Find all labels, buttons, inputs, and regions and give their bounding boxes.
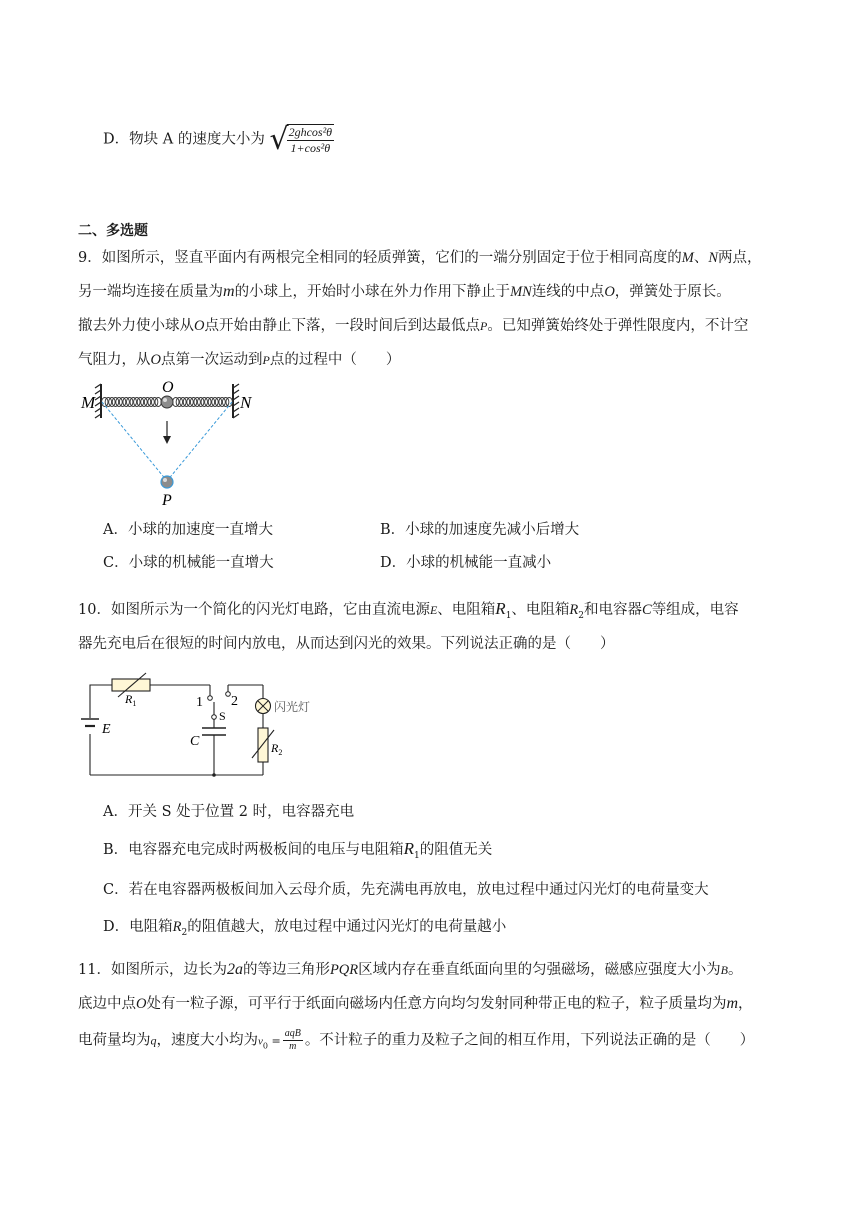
q9-line3 bbox=[78, 314, 748, 335]
option-text: 电阻箱 bbox=[129, 919, 173, 935]
var-O: O bbox=[604, 284, 615, 300]
text: ，速度大小均为 bbox=[156, 1032, 258, 1049]
var-P: P bbox=[262, 353, 270, 367]
dashed-line-right bbox=[167, 402, 232, 481]
option-text: 小球的加速度先减小后增大 bbox=[405, 522, 580, 538]
text: 点的过程中（ ） bbox=[269, 352, 401, 368]
fraction-denominator: m bbox=[289, 1041, 297, 1052]
ball-P bbox=[161, 476, 173, 488]
label-N: N bbox=[240, 393, 252, 412]
text: 电荷量均为 bbox=[78, 1032, 151, 1049]
option-text: 的阻值越大，放电过程中通过闪光灯的电荷量越小 bbox=[187, 919, 507, 935]
text: 。不计粒子的重力及粒子之间的相互作用，下列说法正确的是（ ） bbox=[304, 1032, 755, 1049]
option-text: 电容器充电完成时两极板间的电压与电阻箱 bbox=[128, 842, 404, 858]
q9-line1 bbox=[78, 246, 762, 267]
ball-O bbox=[161, 396, 173, 408]
q10-option-c bbox=[103, 878, 709, 899]
resistor-R2 bbox=[258, 728, 268, 762]
text: 的等边三角形 bbox=[242, 962, 330, 978]
right-wall bbox=[233, 384, 239, 418]
option-text: 小球的机械能一直减小 bbox=[406, 555, 552, 571]
option-letter: B． bbox=[380, 522, 406, 538]
text: 点第一次运动到 bbox=[160, 352, 263, 368]
subscript: 2 bbox=[181, 927, 188, 938]
q10-circuit-figure bbox=[78, 668, 328, 783]
fraction bbox=[283, 1028, 303, 1053]
text: 、电阻箱 bbox=[511, 602, 570, 618]
text: 连线的中点 bbox=[531, 284, 605, 300]
option-text: 物块 A 的速度大小为 bbox=[129, 131, 265, 148]
var-M: M bbox=[681, 250, 694, 266]
label-R2: $R_2$ bbox=[271, 741, 283, 757]
var-R2: R bbox=[172, 919, 182, 935]
label-S: S bbox=[219, 709, 226, 723]
left-wall bbox=[95, 384, 101, 418]
option-text: 小球的机械能一直增大 bbox=[128, 555, 274, 571]
lamp bbox=[256, 699, 271, 714]
label-2: 2 bbox=[231, 694, 238, 709]
option-letter: C． bbox=[103, 555, 129, 571]
option-text: 的阻值无关 bbox=[419, 842, 493, 858]
text: 等组成，电容 bbox=[651, 602, 739, 618]
var-O: O bbox=[136, 996, 147, 1012]
option-letter: D． bbox=[103, 131, 130, 148]
text: 处有一粒子源，可平行于纸面向磁场内任意方向均匀发射同种带正电的粒子，粒子质量均为 bbox=[146, 996, 727, 1012]
label-P: P bbox=[162, 492, 172, 508]
text: 。 bbox=[727, 962, 743, 978]
label-lamp: 闪光灯 bbox=[274, 700, 311, 714]
text: 两点， bbox=[718, 250, 762, 266]
sqrt-denominator: 1+cos²θ bbox=[290, 140, 331, 155]
text: ， bbox=[738, 996, 753, 1012]
q9-line2 bbox=[78, 280, 731, 301]
option-letter: A． bbox=[103, 522, 128, 538]
text: 气阻力，从 bbox=[78, 352, 151, 368]
option-text: 开关 S 处于位置 2 时，电容器充电 bbox=[127, 804, 355, 820]
q8-option-d bbox=[103, 122, 334, 157]
option-letter: C． bbox=[103, 882, 129, 898]
text: 的小球上，开始时小球在外力作用下静止于 bbox=[234, 284, 511, 300]
text: 和电容器 bbox=[584, 602, 643, 618]
var-P: P bbox=[479, 319, 488, 333]
q9-line4 bbox=[78, 348, 400, 369]
q10-line1 bbox=[78, 598, 739, 621]
var-R1: R bbox=[403, 839, 415, 858]
wire-top-left bbox=[90, 685, 112, 718]
text: 点开始由静止下落，一段时间后到达最低点 bbox=[204, 318, 480, 334]
section-title: 二、多选题 bbox=[78, 223, 148, 239]
q10-option-d bbox=[103, 915, 506, 938]
text: 11．如图所示，边长为 bbox=[78, 962, 227, 978]
var-B: B bbox=[720, 963, 728, 977]
var-q: q bbox=[150, 1033, 157, 1048]
label-1: 1 bbox=[196, 695, 203, 710]
option-letter: D． bbox=[103, 919, 130, 935]
option-letter: A． bbox=[103, 804, 128, 820]
label-C: C bbox=[190, 734, 200, 749]
label-E: E bbox=[102, 722, 111, 737]
text: 底边中点 bbox=[78, 996, 136, 1012]
text: 另一端均连接在质量为 bbox=[78, 284, 223, 300]
var-N: N bbox=[708, 250, 718, 266]
text: 、 bbox=[693, 250, 709, 266]
fraction-numerator: aqB bbox=[284, 1028, 301, 1039]
resistor-R1 bbox=[112, 679, 150, 691]
q9-spring-figure bbox=[78, 378, 268, 508]
option-letter: B． bbox=[103, 842, 129, 858]
text: 。已知弹簧始终处于弹性限度内，不计空 bbox=[487, 318, 749, 334]
text: ，弹簧处于原长。 bbox=[614, 284, 731, 300]
subscript: 0 bbox=[262, 1041, 268, 1051]
q9-option-b bbox=[380, 518, 579, 539]
var-O: O bbox=[194, 318, 205, 334]
q11-line2 bbox=[78, 992, 753, 1013]
sqrt-numerator: 2ghcos²θ bbox=[288, 124, 333, 139]
option-text: 小球的加速度一直增大 bbox=[127, 522, 273, 538]
subscript: 2 bbox=[578, 610, 585, 621]
q10-option-a bbox=[103, 800, 354, 821]
text: 9．如图所示，竖直平面内有两根完全相同的轻质弹簧，它们的一端分别固定于位于相同高度的 bbox=[78, 250, 682, 266]
var-C: C bbox=[642, 602, 652, 618]
q9-option-d bbox=[380, 551, 551, 572]
var-O: O bbox=[150, 352, 161, 368]
option-letter: D． bbox=[380, 555, 407, 571]
var-2a: 2a bbox=[226, 961, 243, 978]
text: 、电阻箱 bbox=[437, 602, 496, 618]
label-R1: $R_1$ bbox=[125, 692, 137, 708]
q9-option-c bbox=[103, 551, 274, 572]
dashed-line-left bbox=[102, 402, 167, 481]
q10-line2: 器先充电后在很短的时间内放电，从而达到闪光的效果。下列说法正确的是（ ） bbox=[78, 636, 615, 652]
label-M: M bbox=[81, 393, 96, 412]
var-PQR: PQR bbox=[329, 962, 359, 978]
var-E: E bbox=[429, 603, 438, 617]
var-R1: R bbox=[495, 599, 506, 618]
option-text: 若在电容器两极板间加入云母介质，先充满电再放电，放电过程中通过闪光灯的电荷量变大 bbox=[128, 882, 709, 898]
q10-option-b bbox=[103, 838, 492, 861]
var-R2: R bbox=[569, 602, 579, 618]
var-v0: v bbox=[258, 1035, 263, 1048]
q11-line1 bbox=[78, 958, 742, 979]
label-O: O bbox=[162, 379, 174, 396]
text: 10．如图所示为一个简化的闪光灯电路，它由直流电源 bbox=[78, 602, 430, 618]
equals-sign: = bbox=[267, 1034, 281, 1048]
var-MN: MN bbox=[510, 284, 532, 300]
q9-option-a bbox=[103, 518, 273, 539]
var-m: m bbox=[726, 995, 739, 1012]
text: 撤去外力使小球从 bbox=[78, 318, 194, 334]
subscript: 1 bbox=[505, 610, 512, 621]
text: 区域内存在垂直纸面向里的匀强磁场，磁感应强度大小为 bbox=[358, 962, 721, 978]
sqrt-expression: √ $\frac{\text{2ghcos²θ}}{\text{1+cos²θ}}$ bbox=[269, 122, 333, 157]
var-m: m bbox=[223, 283, 235, 300]
q11-line3 bbox=[78, 1028, 754, 1053]
subscript: 1 bbox=[414, 850, 420, 861]
